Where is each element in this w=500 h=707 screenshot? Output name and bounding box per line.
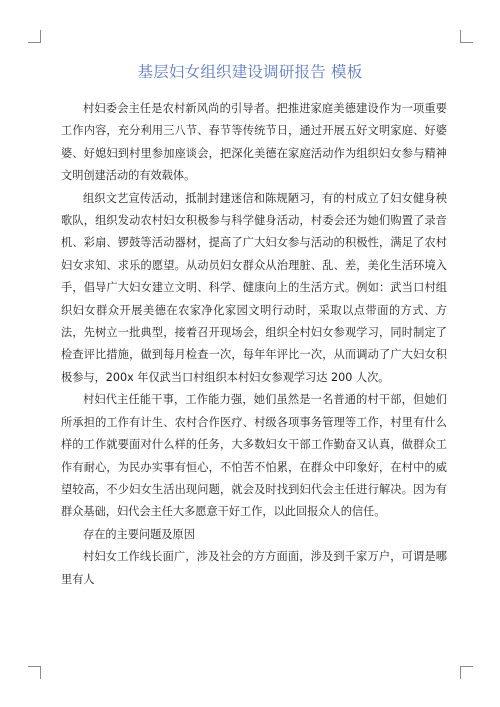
crop-mark-bottom-right — [460, 666, 473, 679]
document-title: 基层妇女组织建设调研报告 模板 — [137, 63, 363, 81]
crop-mark-top-right — [460, 30, 473, 43]
section-heading: 存在的主要问题及原因 — [83, 527, 195, 541]
crop-mark-bottom-left — [28, 666, 41, 679]
paragraph: 村妇代主任能干事，工作能力强，她们虽然是一名普通的村干部，但她们所承担的工作有计生、农村合作医疗、村级各项事务管理等工作，村里有什么样的工作就要面对什么样的任务，大多数妇女干部工作勤奋又认真，做群众工作有耐心，为民办实事有恒心，不怕苦不怕累，在群众中印象好，在村中的威望较高，不少妇女生活出现问题，就会及时找到妇代会主任进行解决。因为有群众基础，妇代会主任大多愿意干好工作，以此回报众人的信任。 — [61, 393, 447, 519]
document-body — [61, 98, 447, 586]
paragraph: 村妇委会主任是农村新风尚的引导者。把推进家庭美德建设作为一项重要工作内容，充分利用三八节、春节等传统节日，通过开展五好文明家庭、好婆婆、好媳妇到村里参加座谈会，把深化美德在家庭活动作为组织妇女参与精神文明创建活动的有效载体。 — [61, 102, 447, 183]
crop-mark-top-left — [28, 30, 41, 43]
paragraph: 组织文艺宣传活动，抵制封建迷信和陈规陋习，有的村成立了妇女健身秧歌队，组织发动农村妇女积极参与科学健身活动，村委会还为她们购置了录音机、彩扇、锣鼓等活动器材，提高了广大妇女参与活动的积极性，满足了农村妇女求知、求乐的愿望。从动员妇女群众从治理脏、乱、差，美化生活环境入手，倡导广大妇女建立文明、科学、健康向上的生活方式。例如：武当口村组织妇女群众开展美德在农家净化家园文明行动时，采取以点带面的方式、方法，先树立一批典型，接着召开现场会，组织全村妇女参观学习，同时制定了检查评比措施，做到每月检查一次，每年年评比一次，从而调动了广大妇女积极参与，200x 年仅武当口村组织本村妇女参观学习达 200 人次。 — [61, 191, 447, 384]
paragraph: 村妇女工作线长面广，涉及社会的方方面面，涉及到千家万户，可谓是哪里有人 — [61, 550, 447, 586]
